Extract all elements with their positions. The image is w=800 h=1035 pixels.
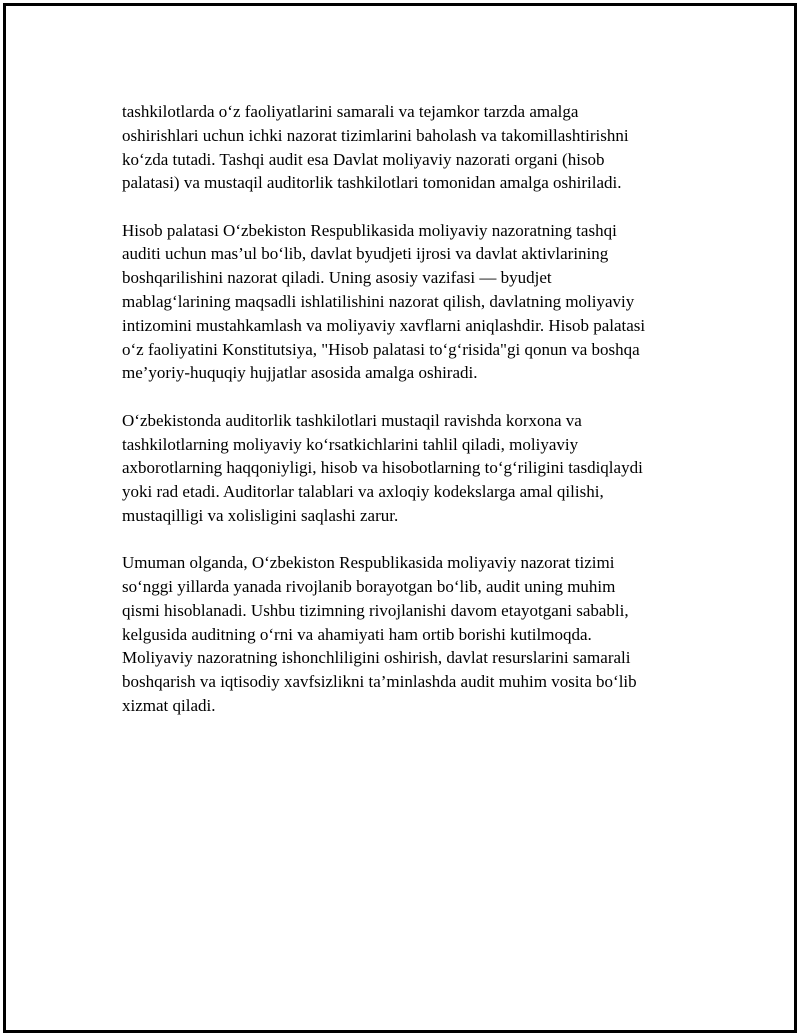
text-line: xizmat qiladi. (122, 696, 216, 716)
text-line: so‘nggi yillarda yanada rivojlanib borayotgan bo‘lib, audit uning muhim (122, 577, 616, 597)
text-line: boshqarish va iqtisodiy xavfsizlikni ta’minlashda audit muhim vosita bo‘lib (122, 672, 637, 692)
text-line: mustaqilligi va xolisligini saqlashi zarur. (122, 505, 399, 525)
paragraph-1 (122, 100, 702, 195)
page-frame (3, 3, 797, 1033)
text-line: mablag‘larining maqsadli ishlatilishini nazorat qilish, davlatning moliyaviy (122, 292, 635, 312)
text-line: Umuman olganda, O‘zbekiston Respublikasida moliyaviy nazorat tizimi (122, 553, 615, 573)
text-line: o‘z faoliyatini Konstitutsiya, "Hisob palatasi to‘g‘risida"gi qonun va boshqa (122, 339, 640, 359)
paragraph-2 (122, 219, 702, 386)
text-line: boshqarilishini nazorat qiladi. Uning asosiy vazifasi — byudjet (122, 268, 552, 288)
text-line: O‘zbekistonda auditorlik tashkilotlari mustaqil ravishda korxona va (122, 410, 582, 430)
text-line: ko‘zda tutadi. Tashqi audit esa Davlat moliyaviy nazorati organi (hisob (122, 149, 605, 169)
text-line: tashkilotlarda o‘z faoliyatlarini samarali va tejamkor tarzda amalga (122, 102, 579, 121)
text-line: Moliyaviy nazoratning ishonchliligini oshirish, davlat resurslarini samarali (122, 648, 631, 668)
text-line: kelgusida auditning o‘rni va ahamiyati ham ortib borishi kutilmoqda. (122, 624, 592, 644)
text-line: intizomini mustahkamlash va moliyaviy xavflarni aniqlashdir. Hisob palatasi (122, 315, 646, 335)
text-line: yoki rad etadi. Auditorlar talablari va axloqiy kodekslarga amal qilishi, (122, 482, 604, 502)
text-line: me’yoriy-huquqiy hujjatlar asosida amalga oshiradi. (122, 363, 478, 383)
text-line: tashkilotlarning moliyaviy ko‘rsatkichlarini tahlil qiladi, moliyaviy (122, 434, 579, 454)
text-line: qismi hisoblanadi. Ushbu tizimning rivojlanishi davom etayotgani sababli, (122, 600, 629, 620)
text-line: palatasi) va mustaqil auditorlik tashkilotlari tomonidan amalga oshiriladi. (122, 173, 622, 193)
text-line: auditi uchun mas’ul bo‘lib, davlat byudjeti ijrosi va davlat aktivlarining (122, 244, 609, 264)
document-body (122, 100, 702, 741)
text-line: Hisob palatasi O‘zbekiston Respublikasida moliyaviy nazoratning tashqi (122, 220, 617, 240)
text-line: oshirishlari uchun ichki nazorat tizimlarini baholash va takomillashtirishni (122, 125, 629, 145)
text-line: axborotlarning haqqoniyligi, hisob va hisobotlarning to‘g‘riligini tasdiqlaydi (122, 458, 643, 478)
paragraph-3 (122, 409, 702, 528)
paragraph-4 (122, 551, 702, 718)
